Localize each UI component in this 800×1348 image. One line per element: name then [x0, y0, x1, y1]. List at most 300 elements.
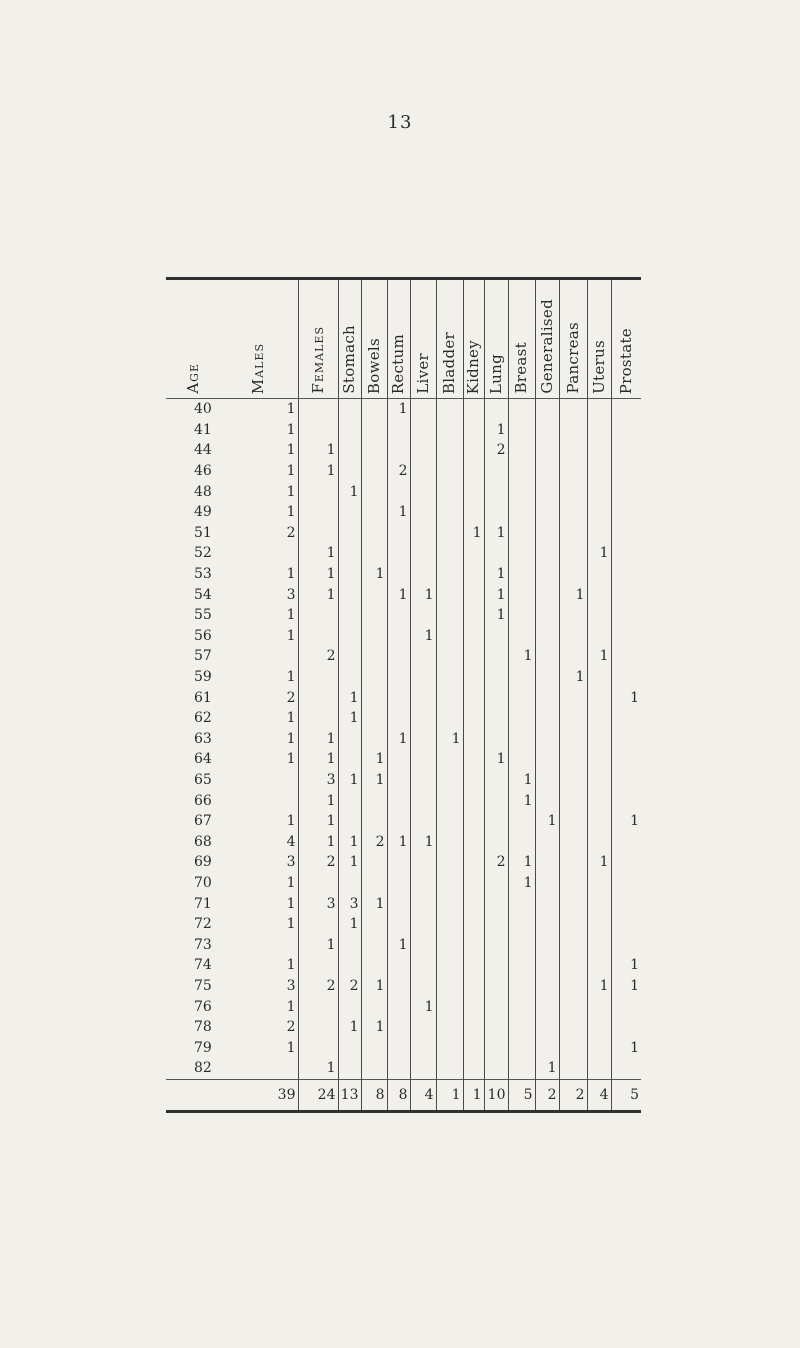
count-cell	[587, 502, 611, 523]
count-cell	[508, 1017, 535, 1038]
age-cell: 74	[194, 957, 212, 974]
count-cell	[587, 708, 611, 729]
table-row	[166, 955, 641, 976]
count-cell	[611, 831, 641, 852]
count-cell	[587, 399, 611, 420]
count-cell	[484, 811, 508, 832]
count-cell	[508, 914, 535, 935]
count-cell: 1	[387, 729, 410, 750]
count-cell	[361, 934, 387, 955]
count-cell: 1	[484, 420, 508, 441]
count-cell	[559, 790, 587, 811]
column-label: Males	[249, 342, 268, 394]
count-cell	[484, 687, 508, 708]
count-cell: 2	[338, 976, 361, 997]
count-cell	[611, 440, 641, 461]
table-row	[166, 1037, 641, 1058]
count-cell	[611, 914, 641, 935]
column-label: Kidney	[464, 339, 482, 394]
total-cell: 8	[387, 1079, 410, 1111]
count-cell	[535, 440, 559, 461]
count-cell: 1	[298, 564, 338, 585]
count-cell	[535, 873, 559, 894]
count-cell	[535, 934, 559, 955]
count-cell	[410, 955, 436, 976]
count-cell	[535, 461, 559, 482]
count-cell: 1	[508, 873, 535, 894]
count-cell	[298, 420, 338, 441]
age-cell: 65	[194, 771, 212, 788]
count-cell	[298, 399, 338, 420]
count-cell	[463, 893, 484, 914]
count-cell	[436, 605, 463, 626]
count-cell	[361, 646, 387, 667]
column-header-rectum	[387, 279, 410, 399]
count-cell: 2	[484, 440, 508, 461]
count-cell: 1	[286, 504, 296, 521]
count-cell	[387, 420, 410, 441]
count-cell	[387, 564, 410, 585]
count-cell	[410, 440, 436, 461]
count-cell	[338, 584, 361, 605]
count-cell	[410, 461, 436, 482]
total-cell: 8	[361, 1079, 387, 1111]
count-cell: 1	[286, 895, 296, 912]
count-cell	[559, 461, 587, 482]
count-cell	[361, 708, 387, 729]
count-cell	[508, 420, 535, 441]
count-cell	[463, 667, 484, 688]
count-cell	[410, 420, 436, 441]
column-label: Uterus	[589, 340, 608, 394]
column-header-uterus	[587, 279, 611, 399]
count-cell	[559, 399, 587, 420]
count-cell: 1	[387, 831, 410, 852]
count-cell	[338, 440, 361, 461]
count-cell	[410, 893, 436, 914]
count-cell	[587, 1058, 611, 1079]
table-row	[166, 687, 641, 708]
age-cell: 57	[194, 648, 212, 665]
count-cell: 1	[286, 998, 296, 1015]
count-cell	[463, 770, 484, 791]
count-cell	[338, 934, 361, 955]
table-row	[166, 440, 641, 461]
count-cell	[508, 1058, 535, 1079]
table-row	[166, 934, 641, 955]
table-row	[166, 667, 641, 688]
count-cell	[387, 1037, 410, 1058]
age-cell: 40	[194, 401, 212, 418]
count-cell: 2	[298, 852, 338, 873]
count-cell	[220, 543, 298, 564]
count-cell	[410, 687, 436, 708]
count-cell	[298, 523, 338, 544]
count-cell	[535, 687, 559, 708]
age-cell: 49	[194, 504, 212, 521]
count-cell	[463, 996, 484, 1017]
total-cell: 2	[559, 1079, 587, 1111]
count-cell	[484, 729, 508, 750]
count-cell: 1	[611, 811, 641, 832]
count-cell	[535, 955, 559, 976]
count-cell	[484, 626, 508, 647]
count-cell	[463, 687, 484, 708]
count-cell	[298, 914, 338, 935]
total-cell: 5	[611, 1079, 641, 1111]
count-cell	[463, 873, 484, 894]
age-cell: 48	[194, 483, 212, 500]
age-cell: 78	[194, 1019, 212, 1036]
count-cell	[361, 626, 387, 647]
count-cell	[436, 502, 463, 523]
count-cell: 1	[361, 976, 387, 997]
table-row	[166, 584, 641, 605]
count-cell: 1	[559, 584, 587, 605]
count-cell	[587, 1017, 611, 1038]
table-row	[166, 502, 641, 523]
count-cell	[463, 955, 484, 976]
totals-row	[166, 1079, 641, 1111]
count-cell	[361, 811, 387, 832]
count-cell: 1	[298, 811, 338, 832]
count-cell: 1	[410, 831, 436, 852]
count-cell: 1	[484, 523, 508, 544]
count-cell	[559, 1017, 587, 1038]
count-cell	[535, 646, 559, 667]
count-cell	[611, 1017, 641, 1038]
count-cell	[587, 893, 611, 914]
count-cell: 1	[286, 874, 296, 891]
count-cell	[361, 1037, 387, 1058]
column-header-prostate	[611, 279, 641, 399]
count-cell: 3	[338, 893, 361, 914]
count-cell	[436, 667, 463, 688]
total-cell: 24	[298, 1079, 338, 1111]
count-cell	[436, 1017, 463, 1038]
table-row	[166, 811, 641, 832]
count-cell	[410, 708, 436, 729]
count-cell: 1	[508, 770, 535, 791]
count-cell	[361, 605, 387, 626]
count-cell	[436, 873, 463, 894]
count-cell	[484, 914, 508, 935]
count-cell	[508, 543, 535, 564]
count-cell: 1	[535, 1058, 559, 1079]
count-cell: 1	[286, 463, 296, 480]
deaths-by-age-and-site-table	[166, 277, 641, 1113]
table-row	[166, 873, 641, 894]
count-cell	[508, 667, 535, 688]
count-cell	[587, 790, 611, 811]
count-cell	[559, 440, 587, 461]
count-cell	[410, 790, 436, 811]
count-cell	[436, 955, 463, 976]
count-cell	[387, 605, 410, 626]
count-cell: 1	[410, 626, 436, 647]
count-cell: 3	[298, 893, 338, 914]
count-cell	[410, 852, 436, 873]
count-cell	[535, 626, 559, 647]
totals-label-cell	[166, 1079, 220, 1111]
count-cell	[587, 523, 611, 544]
count-cell	[611, 523, 641, 544]
count-cell	[559, 893, 587, 914]
count-cell	[484, 996, 508, 1017]
count-cell	[463, 1058, 484, 1079]
column-label: Liver	[413, 353, 432, 394]
count-cell	[387, 749, 410, 770]
header-row	[166, 279, 641, 399]
count-cell	[559, 543, 587, 564]
count-cell: 1	[587, 646, 611, 667]
count-cell: 4	[286, 833, 296, 850]
count-cell	[611, 667, 641, 688]
table-row	[166, 976, 641, 997]
table-row	[166, 893, 641, 914]
count-cell	[436, 584, 463, 605]
count-cell	[463, 420, 484, 441]
count-cell: 2	[361, 831, 387, 852]
column-label: Breast	[512, 342, 530, 394]
count-cell	[611, 584, 641, 605]
count-cell	[298, 481, 338, 502]
count-cell	[338, 523, 361, 544]
count-cell	[508, 584, 535, 605]
count-cell	[611, 790, 641, 811]
count-cell	[484, 1017, 508, 1038]
count-cell: 1	[338, 770, 361, 791]
count-cell	[410, 523, 436, 544]
total-cell: 4	[410, 1079, 436, 1111]
count-cell	[338, 749, 361, 770]
table-row	[166, 708, 641, 729]
total-cell: 2	[535, 1079, 559, 1111]
count-cell	[436, 996, 463, 1017]
count-cell: 1	[338, 914, 361, 935]
count-cell	[436, 811, 463, 832]
count-cell	[559, 481, 587, 502]
count-cell	[535, 564, 559, 585]
count-cell: 1	[286, 751, 296, 768]
count-cell	[410, 976, 436, 997]
count-cell	[484, 543, 508, 564]
count-cell	[387, 708, 410, 729]
table-row	[166, 914, 641, 935]
count-cell: 1	[559, 667, 587, 688]
count-cell	[436, 831, 463, 852]
count-cell	[361, 1058, 387, 1079]
count-cell: 1	[338, 687, 361, 708]
count-cell	[387, 543, 410, 564]
table-row	[166, 605, 641, 626]
column-header-liver	[410, 279, 436, 399]
table-row	[166, 564, 641, 585]
count-cell	[484, 399, 508, 420]
count-cell: 1	[484, 564, 508, 585]
age-cell: 46	[194, 463, 212, 480]
count-cell	[463, 831, 484, 852]
count-cell: 1	[338, 852, 361, 873]
count-cell: 1	[298, 729, 338, 750]
count-cell	[508, 461, 535, 482]
count-cell: 1	[463, 523, 484, 544]
count-cell	[463, 749, 484, 770]
count-cell: 1	[361, 564, 387, 585]
age-cell: 70	[194, 874, 212, 891]
count-cell: 1	[410, 996, 436, 1017]
count-cell	[587, 729, 611, 750]
count-cell	[436, 934, 463, 955]
count-cell	[463, 852, 484, 873]
count-cell	[611, 646, 641, 667]
count-cell	[338, 420, 361, 441]
count-cell	[611, 770, 641, 791]
count-cell	[298, 502, 338, 523]
age-cell: 79	[194, 1039, 212, 1056]
count-cell	[463, 976, 484, 997]
count-cell	[587, 811, 611, 832]
count-cell	[611, 420, 641, 441]
count-cell	[436, 481, 463, 502]
count-cell: 1	[286, 627, 296, 644]
count-cell	[387, 852, 410, 873]
count-cell	[387, 893, 410, 914]
count-cell	[387, 481, 410, 502]
count-cell	[436, 1037, 463, 1058]
count-cell	[559, 729, 587, 750]
count-cell	[559, 708, 587, 729]
age-cell: 51	[194, 524, 212, 541]
count-cell	[361, 873, 387, 894]
count-cell	[298, 996, 338, 1017]
count-cell	[338, 1058, 361, 1079]
count-cell: 1	[387, 502, 410, 523]
column-header-pancreas	[559, 279, 587, 399]
count-cell	[298, 873, 338, 894]
count-cell: 1	[286, 566, 296, 583]
count-cell	[559, 770, 587, 791]
count-cell	[508, 564, 535, 585]
count-cell	[387, 646, 410, 667]
count-cell	[361, 461, 387, 482]
column-header-stomach	[338, 279, 361, 399]
count-cell	[559, 1058, 587, 1079]
count-cell	[484, 708, 508, 729]
count-cell: 1	[286, 710, 296, 727]
count-cell	[611, 399, 641, 420]
count-cell	[387, 770, 410, 791]
count-cell	[338, 667, 361, 688]
count-cell	[361, 481, 387, 502]
count-cell	[559, 749, 587, 770]
count-cell	[361, 667, 387, 688]
count-cell	[611, 626, 641, 647]
count-cell	[463, 481, 484, 502]
count-cell	[559, 626, 587, 647]
count-cell	[410, 502, 436, 523]
count-cell	[410, 1058, 436, 1079]
table-row	[166, 729, 641, 750]
count-cell	[338, 461, 361, 482]
count-cell: 1	[361, 1017, 387, 1038]
count-cell	[338, 502, 361, 523]
count-cell	[410, 1037, 436, 1058]
count-cell	[484, 955, 508, 976]
count-cell: 1	[508, 646, 535, 667]
count-cell	[338, 626, 361, 647]
count-cell: 1	[484, 605, 508, 626]
count-cell	[559, 605, 587, 626]
count-cell: 1	[286, 669, 296, 686]
column-label: Bladder	[440, 331, 458, 394]
total-cell: 39	[220, 1079, 298, 1111]
count-cell: 1	[587, 543, 611, 564]
count-cell	[436, 749, 463, 770]
count-cell: 2	[298, 646, 338, 667]
count-cell	[410, 749, 436, 770]
count-cell	[387, 996, 410, 1017]
table-row	[166, 996, 641, 1017]
count-cell: 2	[286, 524, 296, 541]
count-cell: 1	[298, 934, 338, 955]
table-row	[166, 481, 641, 502]
count-cell	[387, 523, 410, 544]
column-label: Bowels	[364, 337, 383, 394]
age-cell: 53	[194, 566, 212, 583]
count-cell: 1	[286, 421, 296, 438]
count-cell	[338, 543, 361, 564]
count-cell	[387, 873, 410, 894]
count-cell	[410, 770, 436, 791]
count-cell	[559, 564, 587, 585]
count-cell	[611, 502, 641, 523]
count-cell	[535, 420, 559, 441]
count-cell	[484, 873, 508, 894]
column-label: Lung	[486, 353, 505, 394]
count-cell	[463, 564, 484, 585]
age-cell: 67	[194, 813, 212, 830]
count-cell	[508, 749, 535, 770]
count-cell: 3	[286, 854, 296, 871]
count-cell	[436, 687, 463, 708]
count-cell	[508, 976, 535, 997]
count-cell	[587, 440, 611, 461]
count-cell	[535, 481, 559, 502]
count-cell	[587, 955, 611, 976]
count-cell	[436, 770, 463, 791]
page-number: 13	[387, 112, 413, 133]
count-cell	[436, 461, 463, 482]
count-cell	[587, 687, 611, 708]
count-cell	[484, 934, 508, 955]
age-cell: 63	[194, 730, 212, 747]
count-cell	[463, 502, 484, 523]
count-cell	[410, 667, 436, 688]
age-cell: 64	[194, 751, 212, 768]
column-label: Pancreas	[563, 322, 582, 394]
count-cell	[484, 976, 508, 997]
count-cell	[535, 914, 559, 935]
count-cell	[410, 1017, 436, 1038]
count-cell	[338, 811, 361, 832]
count-cell	[535, 749, 559, 770]
count-cell	[463, 399, 484, 420]
count-cell	[463, 1037, 484, 1058]
count-cell	[361, 729, 387, 750]
count-cell	[535, 605, 559, 626]
count-cell: 1	[361, 749, 387, 770]
